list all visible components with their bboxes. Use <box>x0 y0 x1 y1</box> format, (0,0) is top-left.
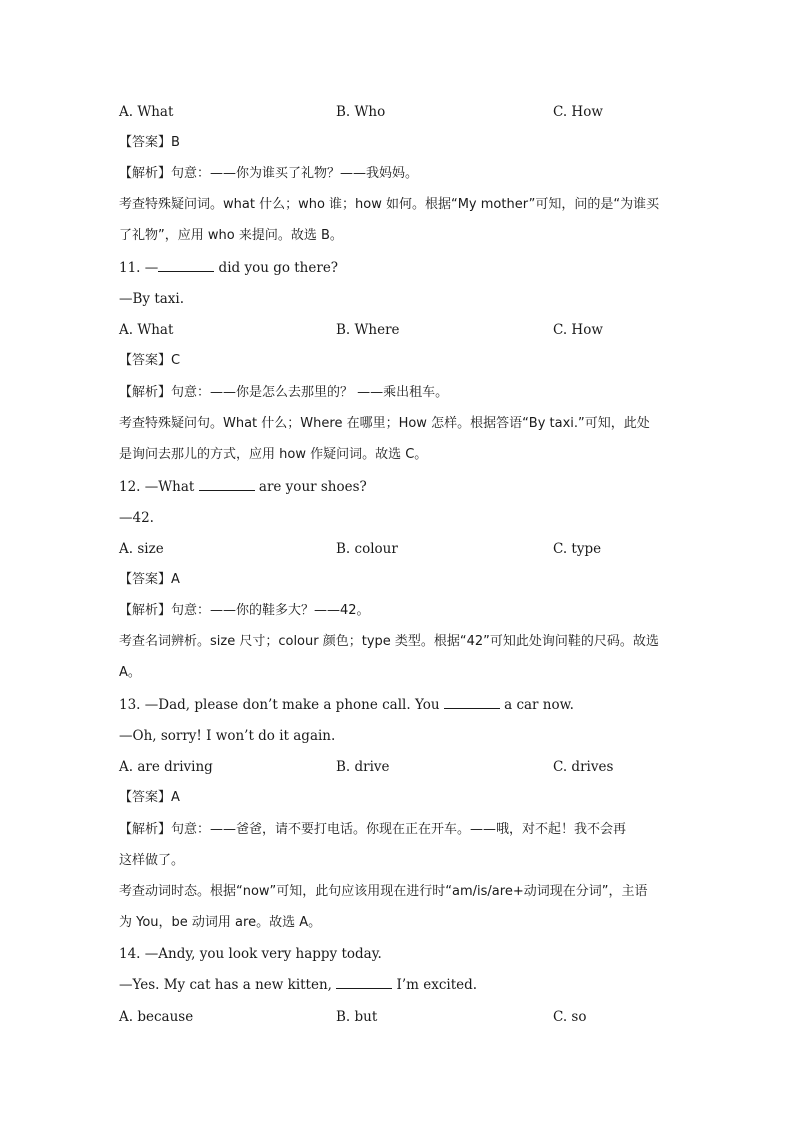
q11-blank <box>158 259 214 272</box>
q11-option-b: B. Where <box>336 322 400 338</box>
q11-analysis: 【解析】句意：——你是怎么去那里的？ ——乘出租车。 <box>119 385 449 400</box>
q13-answer: 【答案】A <box>119 790 180 805</box>
q12-explain-line-1: 考查名词辨析。size 尺寸；colour 颜色；type 类型。根据“42”可知此处询问鞋的尺码。故选 <box>119 634 659 649</box>
q12-option-a: A. size <box>119 541 164 557</box>
q12-reply: —42. <box>119 510 154 526</box>
q12-stem-end: are your shoes? <box>254 479 367 495</box>
q14-reply-start: —Yes. My cat has a new kitten, <box>119 977 337 993</box>
q11-explain-line-2: 是询问去那儿的方式，应用 how 作疑问词。故选 C。 <box>119 447 428 462</box>
q13-explain-line-1: 考查动词时态。根据“now”可知，此句应该用现在进行时“am/is/are+动词现在分词”，主语 <box>119 884 648 899</box>
q11-stem-end: did you go there? <box>214 260 339 276</box>
q10-explain-line-2: 了礼物”，应用 who 来提问。故选 B。 <box>119 228 343 243</box>
q14-stem: 14. —Andy, you look very happy today. <box>119 946 382 962</box>
q13-analysis-line-2: 这样做了。 <box>119 853 185 868</box>
q11-stem-start: 11. — <box>119 260 159 276</box>
q11-reply: —By taxi. <box>119 291 185 307</box>
q11-explain-line-1: 考查特殊疑问句。What 什么；Where 在哪里；How 怎样。根据答语“By taxi.”可知，此处 <box>119 416 650 431</box>
q13-stem-end: a car now. <box>499 697 574 713</box>
q13-stem <box>119 696 574 714</box>
q14-option-a: A. because <box>119 1009 194 1025</box>
q13-explain-line-2: 为 You，be 动词用 are。故选 A。 <box>119 915 322 930</box>
q12-analysis: 【解析】句意：——你的鞋多大？——42。 <box>119 603 370 618</box>
q14-reply <box>119 976 477 994</box>
q11-option-c: C. How <box>553 322 603 338</box>
q13-analysis: 【解析】句意：——爸爸，请不要打电话。你现在正在开车。——哦，对不起！我不会再 <box>119 822 627 837</box>
q10-explain-line-1: 考查特殊疑问词。what 什么；who 谁；how 如何。根据“My mother”可知，问的是“为谁买 <box>119 197 660 212</box>
q14-option-b: B. but <box>336 1009 378 1025</box>
q13-option-c: C. drives <box>553 759 614 775</box>
q11-stem <box>119 259 338 277</box>
q13-option-a: A. are driving <box>119 759 213 775</box>
q10-analysis: 【解析】句意：——你为谁买了礼物？——我妈妈。 <box>119 166 419 181</box>
q12-answer: 【答案】A <box>119 572 180 587</box>
q11-answer: 【答案】C <box>119 353 181 368</box>
q12-option-c: C. type <box>553 541 602 557</box>
q13-blank <box>444 696 500 709</box>
q12-explain-line-2: A。 <box>119 665 141 680</box>
q12-blank <box>199 478 255 491</box>
q10-option-b: B. Who <box>336 104 386 120</box>
q10-answer: 【答案】B <box>119 135 180 150</box>
q12-option-b: B. colour <box>336 541 398 557</box>
q10-option-a: A. What <box>119 104 174 120</box>
q12-stem <box>119 478 367 496</box>
q13-option-b: B. drive <box>336 759 390 775</box>
q14-option-c: C. so <box>553 1009 587 1025</box>
q14-blank <box>336 976 392 989</box>
q13-reply: —Oh, sorry! I won’t do it again. <box>119 728 336 744</box>
q14-reply-end: I’m excited. <box>392 977 478 993</box>
q12-stem-start: 12. —What <box>119 479 199 495</box>
q13-stem-start: 13. —Dad, please don’t make a phone call. You <box>119 697 444 713</box>
q10-option-c: C. How <box>553 104 603 120</box>
q11-option-a: A. What <box>119 322 174 338</box>
